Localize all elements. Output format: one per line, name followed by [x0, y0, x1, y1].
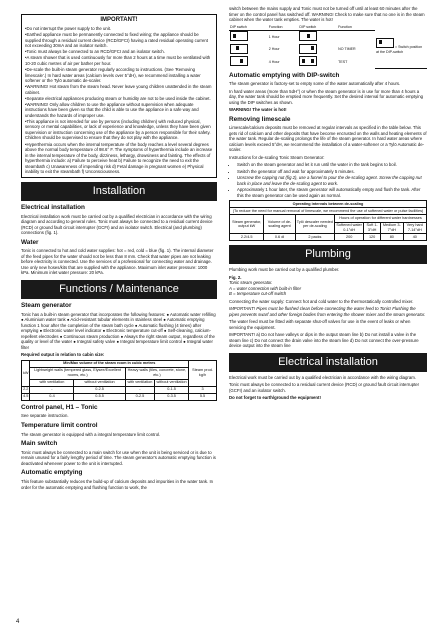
- dip-switch-icon: [298, 30, 337, 43]
- important-box: [21, 14, 217, 178]
- plumbing-fig: Fig. 2.: [229, 274, 242, 280]
- important-list: [25, 26, 213, 174]
- group-light: Lightweight walls (tempered glass, Elysee/Excellent rooms, etc.): [30, 367, 125, 379]
- cell: 200: [335, 234, 364, 241]
- descale-table: [229, 200, 427, 241]
- steam-generator-text: Tonic has a built-in steam generator that incorporates the following features: ● Automatic water refilling ● Aluminium water tank ● Acid-resistant tubular elements in stainless steel ● Automatic emptying function 1 hour after the completion of the steam bath cycle ● Automatic flushing (4 times) after emptying ● Electronic water level indicator ● Electronic temperature cut-off ● Self-cleaning, calcium-repellent electrodes ● Continuous steam production ● Always the right steam output, regardless of the quality or level of the water ● Integral safety valve ● Integral temperature limit control ● Integral water filter: [21, 311, 216, 350]
- control-panel-heading: Control panel, H1 – Tonic: [21, 403, 98, 411]
- cell: 2.2: [23, 387, 29, 392]
- col-steam-prod: Steam prod. kg/h: [189, 360, 217, 386]
- auto-empty-dip-text2: In hard water areas (more than 5dH°) or when the steam generator is in use for more than 4 hours a day, the water tank should be emptied more frequently. Set the desired interval for automatic emptying using the DIP switches as shown.: [229, 88, 424, 105]
- important-item: • Tonic must always be connected to an RCD/GFCI and an isolator switch.: [25, 49, 213, 55]
- plumbing-fig-line: B = temperature cut-off switch: [229, 291, 287, 297]
- plumbing-important2: IMPORTANT! a) Do not have valleys or dips in the output steam line b) Do not install a valve in the steam line c) Do not connect the drain valve into the steam line d) Do not connect the over-pressure device output into the steam line: [229, 332, 419, 349]
- cell: 0-2.5: [125, 393, 154, 400]
- dip-header: DIP switch: [298, 25, 337, 31]
- hardness-header: Soft 1-3°dH: [364, 222, 381, 234]
- control-panel-text: See separate instruction.: [21, 413, 69, 419]
- plumbing-fig-line: A = water connection with built-in filter: [229, 285, 302, 291]
- installation-banner: Installation: [21, 182, 217, 201]
- important-item: • De-scale the built-in steam generator regularly according to instructions. (See 'Removing limescale'.) In hard water areas (calcium levels over 5°dH), we recommend installing a water softener or the Tylö automatic de-scaler.: [25, 67, 213, 84]
- cell: -: [125, 386, 154, 393]
- col-hours: Hours of operation for different water hardnesses: [335, 215, 427, 222]
- cell: 5.5: [189, 393, 217, 400]
- important-item: • This appliance is not intended for use by persons (including children) with reduced physical, sensory or mental capabilities, or lack of experience and knowledge, unless they have been given supervision or instruction concerning use of the appliance by a person responsible for their safety. Children should be supervised to ensure that they do not play with the appliance.: [25, 119, 213, 141]
- dip-switch-icon: [298, 43, 337, 55]
- dip-function: 1 Hour: [268, 34, 280, 39]
- cell: 0-1.5: [155, 386, 189, 393]
- important-item: • WARNING! Hot steam from the steam head. Never leave young children unattended in the steam cabinet.: [25, 84, 213, 95]
- plumbing-intro: Plumbing work must be carried out by a qualified plumber.: [229, 267, 340, 273]
- electrical-installation-text: Electrical installation work must be carried out by a qualified electrician in accordance with the wiring diagram and according to general rules. Tonic must always be connected to a residual current device (RCD) or ground fault circuit interrupter (GCFI) and an isolator switch. Electrical (and plumbing) connections (fig. 1).: [21, 213, 213, 236]
- auto-empty-dip-warning: WARNING! The water is hot!: [229, 107, 287, 113]
- limescale-text: Limescale/calcium deposits must be removed at regular intervals as specified in the table below. This gets rid of calcium and other deposits that have become encrusted on the walls and heating elements of the water tank. Regular de-scaling prolongs the life of the steam generator. In hard water areas where calcium levels exceed 5°dH, we recommend the installation of a water-softener or a Tylö Automatic de-scaler.: [229, 125, 427, 153]
- cell: 2 packs: [295, 234, 334, 241]
- cell: 0-3.5: [155, 393, 189, 400]
- important-item: • Separate electrical appliances producing steam or humidity are not to be used inside the cabinet.: [25, 96, 213, 102]
- dip-switch-icon: [298, 56, 337, 68]
- group-heavy: Heavy walls (tiles, concrete, stone, etc.): [125, 367, 188, 379]
- cell: 120: [364, 234, 381, 241]
- sub-without-1: without ventilation: [74, 379, 125, 386]
- cell: 0.6 dl: [264, 234, 295, 241]
- sub-with-1: with ventilation: [30, 379, 74, 386]
- important-item: • Hyperthermia occurs when the internal temperature of the body reaches a level several degrees above the normal body temperature of 98.6° F. The symptoms of hyperthermia include an increase in the internal temperature of the body, dizziness, lethargy, drowsiness and fainting. The effects of hyperthermia include: a) Failure to perceive heat b) Failure to recognize the need to exit the steambath c) Unawareness of impending risk d) Fetal damage in pregnant women e) Physical inability to exit the steambath f) Unconsciousness.: [25, 142, 213, 175]
- electrical-installation-heading: Electrical installation: [21, 204, 85, 212]
- auto-empty-heading: Automatic emptying: [21, 469, 83, 477]
- cell: 0-5.5: [74, 393, 125, 400]
- important-item: • A steam shower that is used continuously for more than 2 hours at a time must be ventilated with 10-20 cubic metres of air per bather per hour.: [25, 55, 213, 66]
- descale-table-title: Operating intervals between de-scaling: [230, 201, 427, 208]
- electrical-banner: Electrical installation: [229, 353, 427, 372]
- plumbing-important1: IMPORTANT! Pipes must be flushed clean before connecting the water feed to Tonic! Flushing the pipes prevents swarf and other foreign bodies from entering the shower mixer and the steam generator.: [229, 306, 426, 317]
- cell: 0-4: [30, 393, 74, 400]
- col-kw: kW: [22, 360, 30, 386]
- limescale-heading: Removing limescale: [229, 115, 291, 123]
- cell: 40: [403, 234, 426, 241]
- dip-header: DIP switch: [229, 25, 268, 31]
- right-intro: switch between the mains supply and Tonic must not be turned off until at least 60 minutes after the timer on the control panel has switched off. WARNING! Check to make sure that no one is in the steam cabinet when the water tank empties. The water is hot!: [229, 6, 425, 22]
- cell: 80: [381, 234, 404, 241]
- table-row: [22, 393, 217, 400]
- dip-switch-icon: [229, 56, 268, 68]
- temp-limit-text: The steam generator is equipped with a integral temperature limit control.: [21, 431, 161, 437]
- important-title: IMPORTANT!: [100, 17, 138, 23]
- descale-steps: [229, 162, 427, 198]
- cell: 3: [189, 386, 217, 393]
- water-text: Tonic is connected to hot and cold water supplies: hot = red, cold = blue (fig. 1). The internal diameter of the feed pipes for the water should not be less than 8 mm. Check that water pipes are not leaking before electricity is connected. Use the services of a professional for connecting water and drainage. Use only new hoses/kits that are supplied with the appliance. Maximum inlet water pressure: 1000 kPa. Minimum inlet water pressure: 20 kPa.: [21, 248, 214, 276]
- temp-limit-heading: Temperature limit control: [21, 421, 98, 429]
- output-header-main: Min/Max volume of the steam room in cubic metres: [30, 360, 189, 367]
- plumbing-feed: The water feed must be fitted with separate shut-off valves for use in the event of leaks or when servicing the equipment.: [229, 319, 411, 330]
- cell: 2.2/4.5: [230, 234, 264, 241]
- cell: 4.5: [23, 394, 29, 399]
- cell: -: [30, 386, 74, 393]
- elec2-bold: Do not forget to earth/ground the equipment!: [229, 395, 321, 401]
- col-amount: Volume of de-scaling agent: [264, 215, 295, 234]
- page-number: 4: [16, 619, 20, 625]
- dip-function: NO TIMER: [338, 47, 356, 52]
- right-column: [229, 6, 427, 403]
- hardness-header: Medium 3-7°dH: [381, 222, 404, 234]
- col-agent: Tylö descaler needed per de-scaling: [295, 215, 334, 234]
- important-item: • Earthed appliance must be permanently connected to fixed wiring; the appliance should be supplied through a residual current device (RCD/GFCI) having a rated residual operating current not exceeding 30mA and an isolator switch.: [25, 32, 213, 49]
- auto-empty-dip-text1: The steam generator is factory-set to empty some of the water automatically after 4 hours.: [229, 81, 401, 87]
- dip-switch-icon: [376, 38, 394, 48]
- auto-empty-text: This feature substantially reduces the build-up of calcium deposits and impurities in the water tank. In order for the automatic emptying and flushing function to work, the: [21, 479, 214, 490]
- list-item: • Approximately 1 hour later, the steam generator will automatically empty and flush the tank. After this the steam generator can be used again as normal.: [237, 187, 427, 198]
- descale-table-subtitle: (To reduce the need for manual removal of limescale, we recommend the use of softened water or pulse facilities): [230, 208, 427, 215]
- functions-banner: Functions / Maintenance: [21, 280, 217, 299]
- limescale-instructions-title: Instructions for de-scaling Tonic Steam Generator:: [229, 154, 325, 160]
- left-column: [21, 14, 217, 492]
- dip-switch-icon: [229, 30, 268, 43]
- dip-function: TEST: [338, 59, 348, 64]
- elec2-text1: Electrical work must be carried out by a qualified electrician in accordance with the wiring diagram.: [229, 374, 417, 380]
- dip-table: [229, 25, 427, 69]
- main-switch-text: Tonic must always be connected to a main switch for use when the unit is being serviced or is due to remain unused for a fairly lengthy period of time. The steam generator's automatic emptying function is deactivated whenever power to the unit is interrupted.: [21, 449, 216, 466]
- dip-header: Function: [337, 25, 375, 31]
- dip-note: [375, 25, 427, 69]
- output-table: [21, 360, 217, 401]
- dip-header: Function: [268, 25, 299, 31]
- dip-switch-icon: [229, 43, 268, 55]
- sub-without-2: without ventilation: [156, 380, 187, 385]
- plumbing-fig-line: Tonic steam generator.: [229, 280, 273, 286]
- dip-function: 4 Hour: [268, 59, 280, 64]
- dip-function: 2 Hour: [268, 47, 280, 52]
- cell: 0-2.5: [74, 386, 125, 393]
- hardness-header: Softened water 0-1°dH: [336, 223, 362, 232]
- important-item: • Do not interrupt the power supply to the unit.: [25, 26, 213, 32]
- steam-generator-heading: Steam generator: [21, 301, 72, 309]
- table-row: [22, 386, 217, 393]
- list-item: • Unscrew the capping nut (fig 2), use a funnel to pour the de-scaling agent. Screw the capping nut back in place and leave the de-scaling agent to work.: [237, 175, 427, 186]
- output-table-caption: Required output in relation to cabin size:: [21, 352, 105, 358]
- plumbing-connecting: Connecting the water supply: Connect hot and cold water to the thermostatically controlled mixer.: [229, 298, 414, 304]
- important-item: • WARNING! Only allow children to use the appliance without supervision when adequate instructions have been given so that the child is able to use the appliance in a safe way and understands the hazards of improper use.: [25, 102, 213, 119]
- list-item: • Switch on the steam generator and let it run until the water in the tank begins to boil.: [237, 162, 427, 168]
- col-output: Steam generator, output kW: [230, 215, 264, 234]
- list-item: • Switch the generator off and wait for approximately 5 minutes.: [237, 169, 427, 175]
- table-row: [230, 234, 427, 241]
- main-switch-heading: Main switch: [21, 440, 58, 448]
- dip-function: [337, 30, 375, 43]
- plumbing-banner: Plumbing: [229, 245, 427, 264]
- sub-with-2: with ventilation: [125, 379, 154, 386]
- water-heading: Water: [21, 238, 39, 246]
- elec2-text2: Tonic must always be connected to a residual current device (RCD) or ground fault circuit interrupter (GCFI) and an isolator switch.: [229, 382, 420, 393]
- hardness-header: Very hard 7-14°dH: [403, 222, 426, 234]
- auto-empty-dip-heading: Automatic emptying with DIP-switch: [229, 71, 340, 79]
- dip-note-text: = Switch position at the DIP-switch: [376, 44, 423, 54]
